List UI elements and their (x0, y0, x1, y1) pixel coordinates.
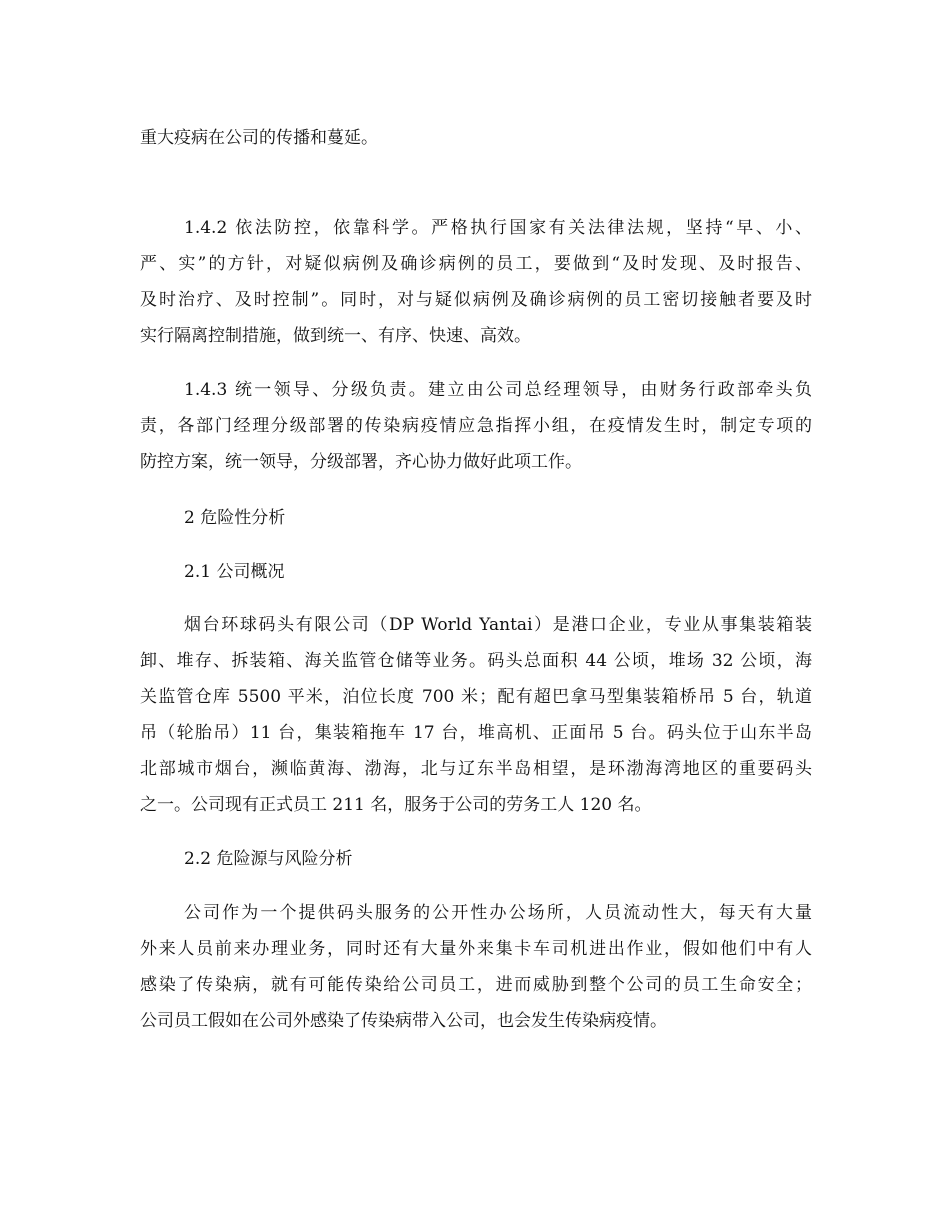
text-line: 重大疫病在公司的传播和蔓延。 (140, 128, 378, 148)
text-line: 及时治疗、及时控制”。同时，对与疑似病例及确诊病例的员工密切接触者要及时 (140, 290, 812, 310)
text-line: 1.4.2 依法防控，依靠科学。严格执行国家有关法律法规，坚持“早、小、 (184, 218, 812, 238)
text-line: 1.4.3 统一领导、分级负责。建立由公司总经理领导，由财务行政部牵头负 (184, 380, 812, 400)
text-line: 北部城市烟台，濒临黄海、渤海，北与辽东半岛相望，是环渤海湾地区的重要码头 (140, 759, 812, 779)
text-line: 责，各部门经理分级部署的传染病疫情应急指挥小组，在疫情发生时，制定专项的 (140, 416, 812, 436)
text-line: 外来人员前来办理业务，同时还有大量外来集卡车司机进出作业，假如他们中有人 (140, 939, 812, 959)
text-line: 实行隔离控制措施，做到统一、有序、快速、高效。 (140, 326, 531, 346)
heading-text: 2 危险性分析 (184, 508, 286, 528)
paragraph-2-1 (140, 614, 812, 816)
text-line: 卸、堆存、拆装箱、海关监管仓储等业务。码头总面积 44 公顷，堆场 32 公顷，海 (140, 651, 812, 671)
paragraph-2-2 (140, 902, 812, 1032)
paragraph-intro-tail (140, 127, 812, 149)
text-line: 吊（轮胎吊）11 台，集装箱拖车 17 台，堆高机、正面吊 5 台。码头位于山东半岛 (140, 723, 812, 743)
text-line: 烟台环球码头有限公司（DP World Yantai）是港口企业，专业从事集装箱装 (184, 615, 812, 635)
text-line: 严、实”的方针，对疑似病例及确诊病例的员工，要做到“及时发现、及时报告、 (140, 254, 812, 274)
heading-text: 2.2 危险源与风险分析 (184, 849, 353, 869)
text-line: 防控方案，统一领导，分级部署，齐心协力做好此项工作。 (140, 452, 582, 472)
paragraph-1-4-3 (140, 379, 812, 473)
text-line: 公司作为一个提供码头服务的公开性办公场所，人员流动性大，每天有大量 (184, 903, 812, 923)
text-line: 感染了传染病，就有可能传染给公司员工，进而威胁到整个公司的员工生命安全； (140, 975, 812, 995)
text-line: 之一。公司现有正式员工 211 名，服务于公司的劳务工人 120 名。 (140, 795, 652, 815)
section-heading-2-1 (140, 561, 812, 583)
text-line: 关监管仓库 5500 平米，泊位长度 700 米；配有超巴拿马型集装箱桥吊 5 台，轨道 (140, 687, 812, 707)
section-heading-2 (140, 507, 812, 529)
paragraph-1-4-2 (140, 217, 812, 347)
text-line: 公司员工假如在公司外感染了传染病带入公司，也会发生传染病疫情。 (140, 1011, 667, 1031)
section-heading-2-2 (140, 848, 812, 870)
heading-text: 2.1 公司概况 (184, 562, 285, 582)
